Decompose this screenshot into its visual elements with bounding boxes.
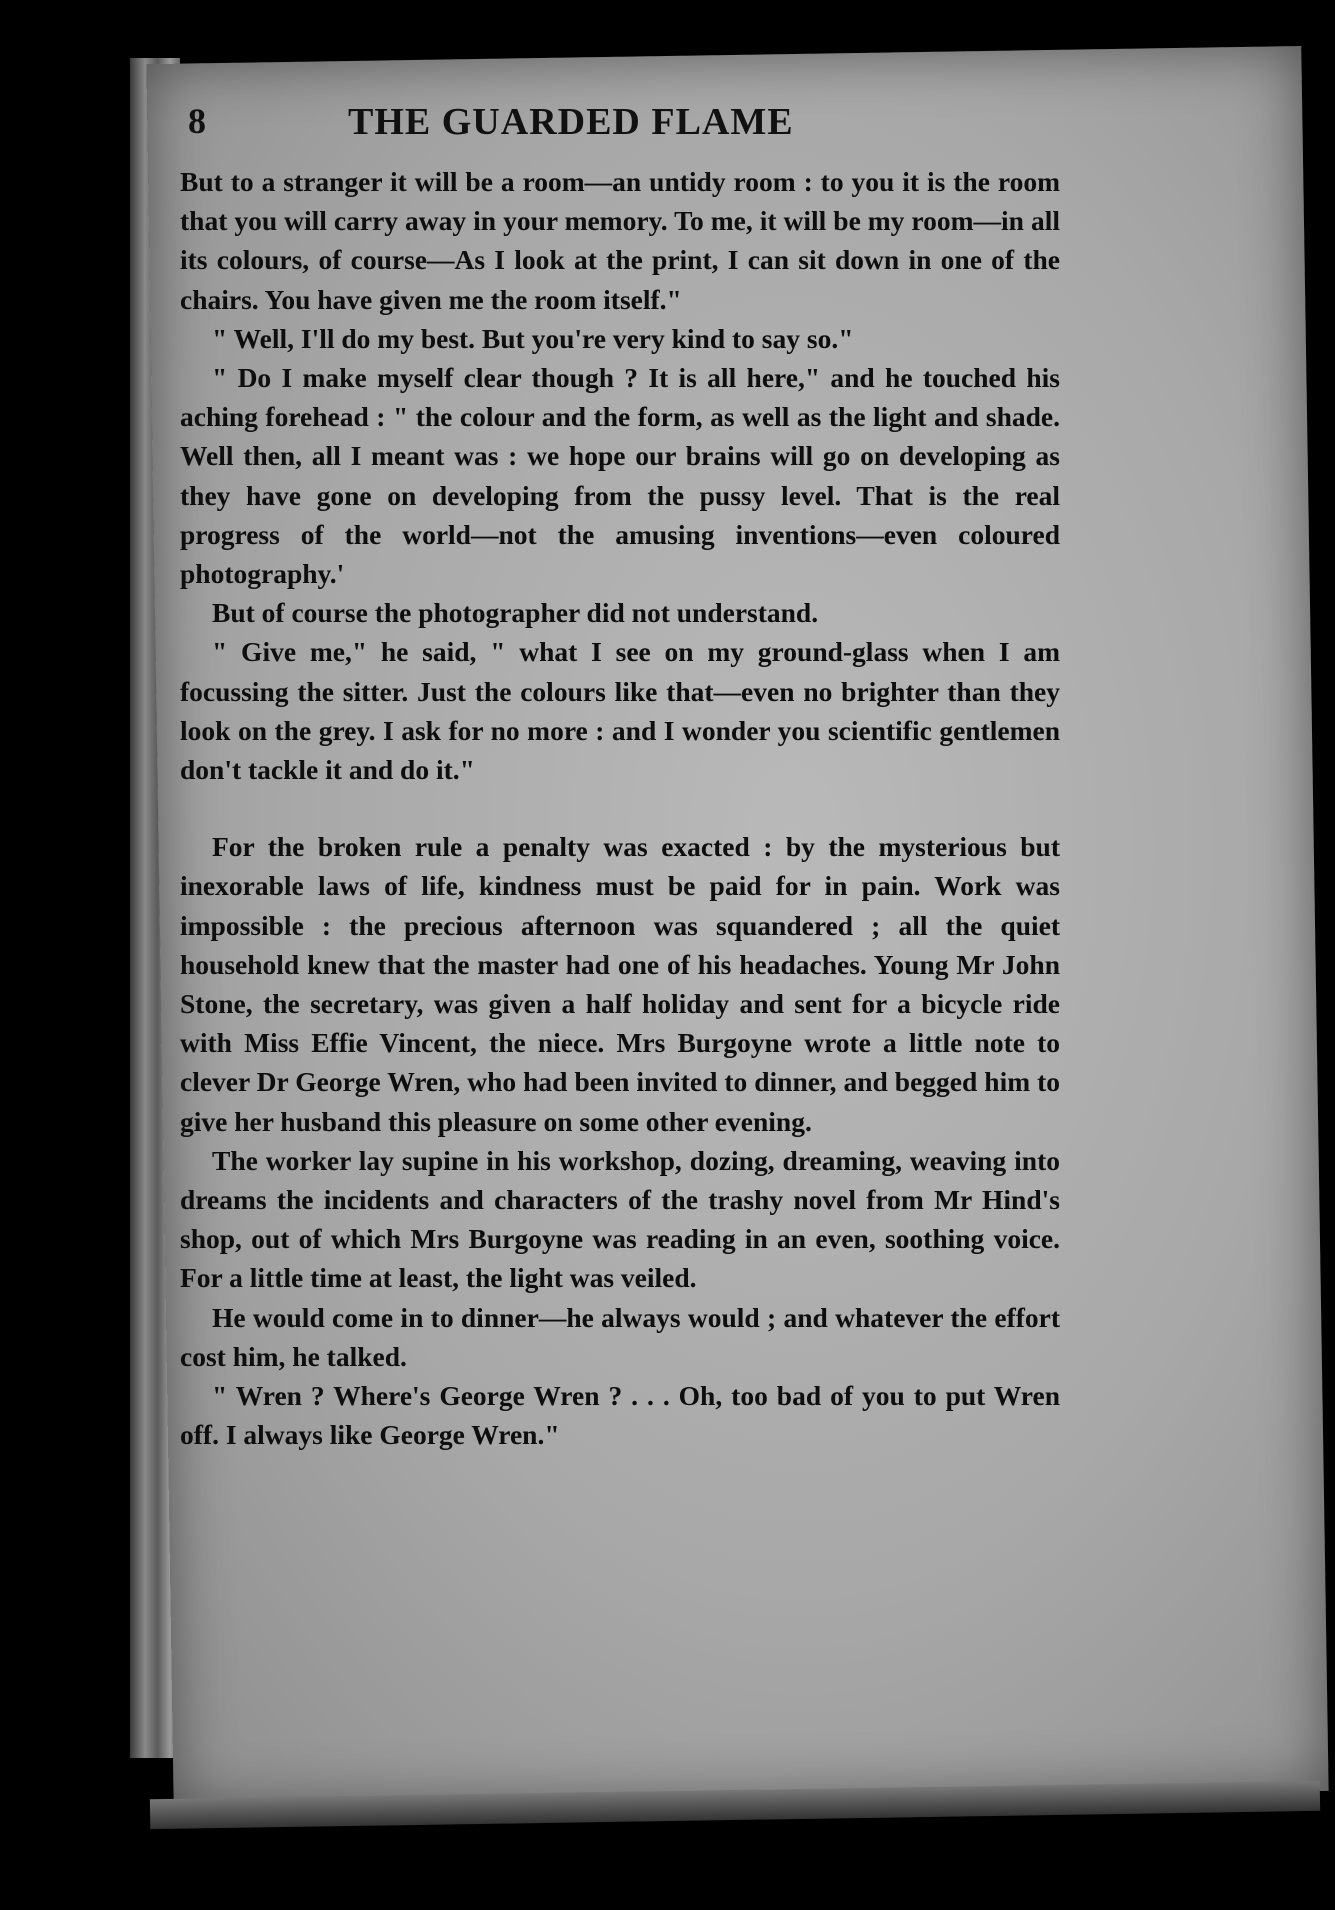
paragraph: For the broken rule a penalty was exacted : by the mysterious but inexorable laws of life, kindness must be paid for in pain. Work was impossible : the precious afternoon was squandered ; all the quiet household knew that the master had one of his headaches. Young Mr John Stone, the secretary, was given a half holiday and sent for a bicycle ride with Miss Effie Vincent, the niece. Mrs Burgoyne wrote a little note to clever Dr George Wren, who had been invited to dinner, and begged him to give her husband this pleasure on some other evening. (180, 831, 1060, 1137)
paragraph: " Wren ? Where's George Wren ? . . . Oh, too bad of you to put Wren off. I always like George Wren." (180, 1380, 1060, 1451)
running-head-title: THE GUARDED FLAME (348, 101, 794, 143)
paragraph: The worker lay supine in his workshop, dozing, dreaming, weaving into dreams the incidents and characters of the trashy novel from Mr Hind's shop, out of which Mrs Burgoyne was reading in an even, soothing voice. For a little time at least, the light was veiled. (180, 1144, 1060, 1294)
paragraph: " Give me," he said, " what I see on my ground-glass when I am focussing the sitter. Just the colours like that—even no brighter than they look on the grey. I ask for no more : and I wonder you scientific gentlemen don't tackle it and do it." (180, 636, 1060, 786)
page-header (188, 100, 1058, 170)
paragraph: " Well, I'll do my best. But you're very kind to say so." (212, 322, 854, 354)
page-number: 8 (188, 101, 206, 141)
paragraph: But of course the photographer did not understand. (212, 597, 819, 629)
page-body-text (180, 162, 1060, 1455)
paragraph: But to a stranger it will be a room—an untidy room : to you it is the room that you will carry away in your memory. To me, it will be my room—in all its colours, of course—As I look at the print, I can sit down in one of the chairs. You have given me the room itself." (180, 166, 1060, 315)
paragraph: He would come in to dinner—he always would ; and whatever the effort cost him, he talked. (180, 1301, 1060, 1372)
paragraph: " Do I make myself clear though ? It is all here," and he touched his aching forehead : " the colour and the form, as well as the light and shade. Well then, all I meant was : we hope our brains will go on developing as they have gone on developing from the pussy level. That is the real progress of the world—not the amusing inventions—even coloured photography.' (180, 362, 1060, 590)
